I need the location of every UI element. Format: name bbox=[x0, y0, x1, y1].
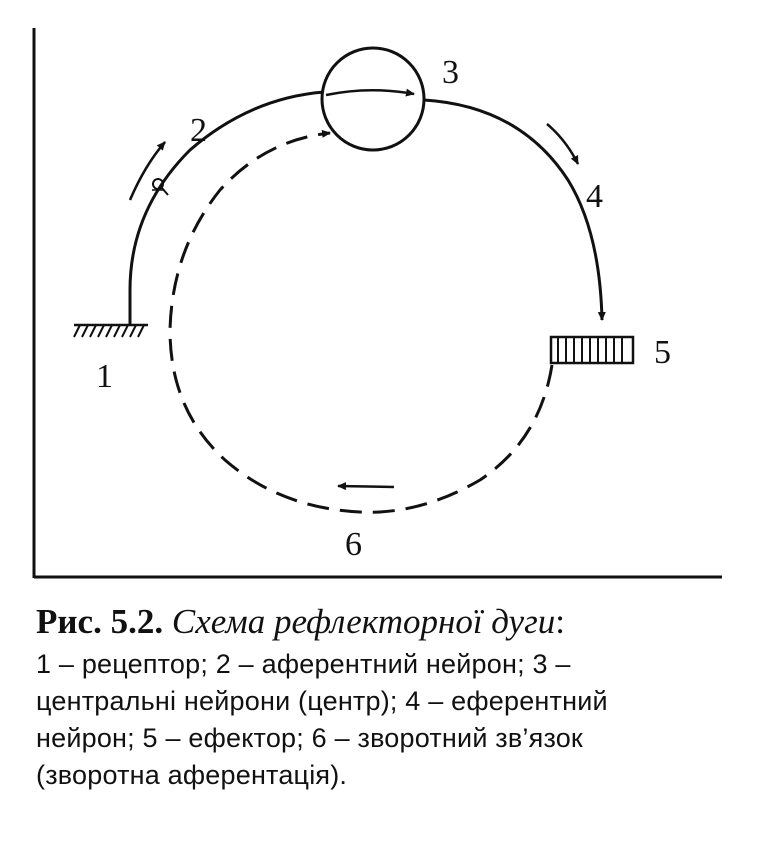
feedback-path bbox=[170, 133, 552, 512]
afferent-neuron-path bbox=[130, 92, 324, 325]
figure-number: Рис. 5.2. bbox=[36, 602, 164, 641]
caption-legend-line-1: 1 – рецептор; 2 – аферентний нейрон; 3 – bbox=[36, 649, 571, 679]
feedback-direction-arrow bbox=[338, 486, 394, 487]
label-efferent-neuron: 4 bbox=[586, 178, 603, 215]
caption-legend-line-4: (зворотна аферентація). bbox=[36, 760, 348, 790]
caption-title-line bbox=[36, 598, 736, 646]
figure-title: Схема рефлекторної дуги bbox=[171, 602, 556, 641]
label-effector: 5 bbox=[654, 334, 671, 371]
label-receptor: 1 bbox=[96, 358, 113, 395]
figure-caption bbox=[36, 598, 736, 794]
caption-legend-line-2: центральні нейрони (центр); 4 – еферентний bbox=[36, 686, 608, 716]
effector-symbol bbox=[551, 337, 633, 363]
center-circle bbox=[322, 48, 424, 150]
label-feedback: 6 bbox=[345, 526, 362, 563]
caption-legend-line-3: нейрон; 5 – ефектор; 6 – зворотний зв’язок bbox=[36, 723, 583, 753]
receptor-symbol bbox=[74, 325, 148, 337]
figure-title-colon: : bbox=[555, 602, 565, 641]
afferent-direction-arrow bbox=[130, 142, 165, 200]
label-afferent-neuron: 2 bbox=[190, 112, 207, 149]
efferent-neuron-path bbox=[424, 100, 602, 320]
label-center: 3 bbox=[442, 54, 459, 91]
